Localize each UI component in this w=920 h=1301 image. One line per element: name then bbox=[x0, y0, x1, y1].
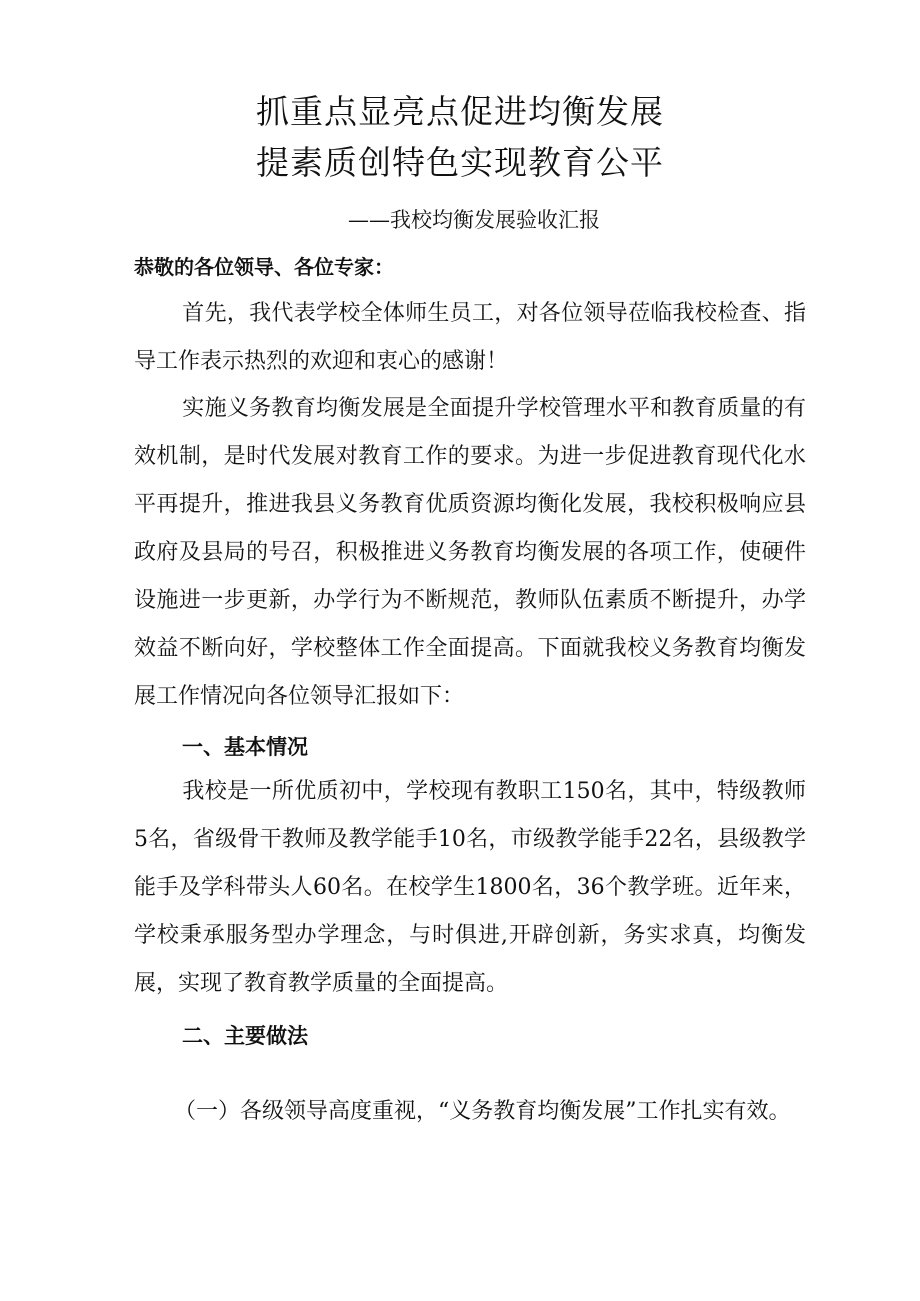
section-heading-basic-situation: 一、基本情况 bbox=[182, 735, 308, 759]
paragraph-introduction-text: 实施义务教育均衡发展是全面提升学校管理水平和教育质量的有效机制，是时代发展对教育工作的要求。为进一步促进教育现代化水平再提升，推进我县义务教育优质资源均衡化发展，我校积极响应县政府及县局的号召，积极推进义务教育均衡发展的各项工作，使硬件设施进一步更新，办学行为不断规范，教师队伍素质不断提升，办学效益不断向好，学校整体工作全面提高。下面就我校义务教育均衡发展工作情况向各位领导汇报如下： bbox=[134, 396, 806, 709]
document-title-line-1: 抓重点显亮点促进均衡发展 bbox=[256, 92, 664, 131]
document-title-line-2: 提素质创特色实现教育公平 bbox=[256, 143, 664, 182]
section-heading-main-practices: 二、主要做法 bbox=[182, 1024, 308, 1048]
paragraph-subsection-one bbox=[134, 1088, 806, 1136]
paragraph-opening bbox=[134, 290, 806, 386]
salutation: 恭敬的各位领导、各位专家： bbox=[134, 255, 394, 279]
paragraph-subsection-one-text: （一）各级领导高度重视，“义务教育均衡发展”工作扎实有效。 bbox=[174, 1099, 791, 1124]
paragraph-basic-situation bbox=[134, 768, 806, 1008]
paragraph-basic-situation-text: 我校是一所优质初中，学校现有教职工150名，其中，特级教师5名，省级骨干教师及教学能手10名，市级教学能手22名，县级教学能手及学科带头人60名。在校学生1800名，36个教学班。近年来，学校秉承服务型办学理念，与时俱进,开辟创新，务实求真，均衡发展，实现了教育教学质量的全面提高。 bbox=[134, 779, 806, 996]
document-subtitle: ——我校均衡发展验收汇报 bbox=[348, 208, 600, 232]
paragraph-introduction bbox=[134, 385, 806, 721]
paragraph-opening-text: 首先，我代表学校全体师生员工，对各位领导莅临我校检查、指导工作表示热烈的欢迎和衷心的感谢！ bbox=[134, 301, 806, 374]
